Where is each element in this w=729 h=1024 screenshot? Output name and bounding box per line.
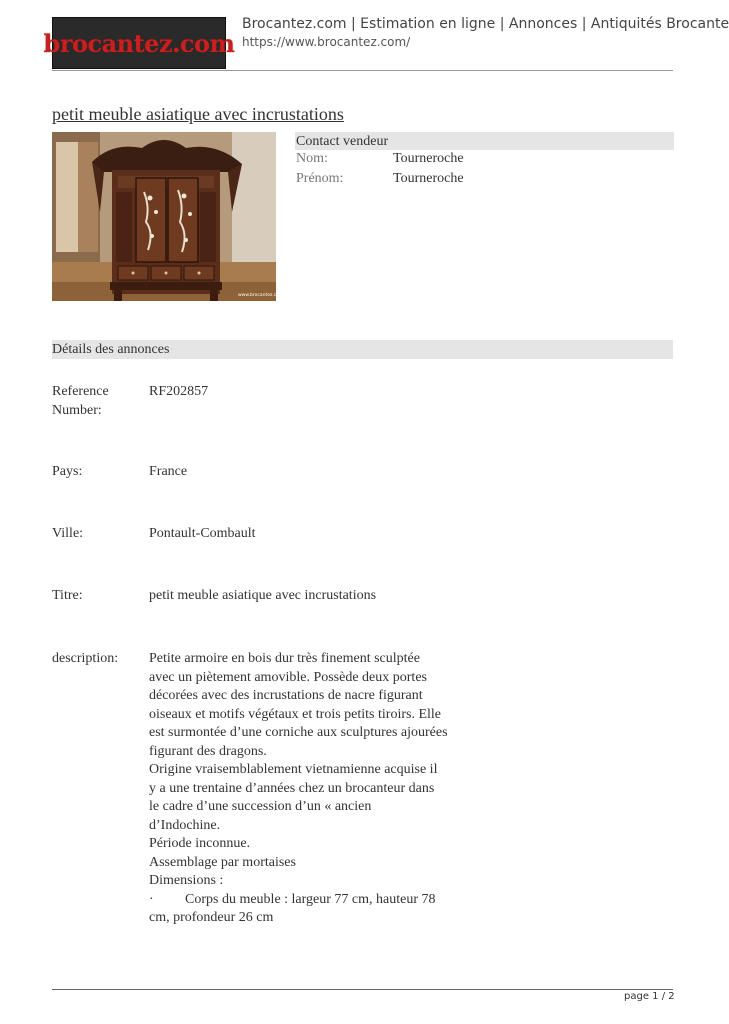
field-label: Reference Number: <box>52 384 109 418</box>
site-logo[interactable] <box>43 17 235 69</box>
contact-label: Prénom: <box>296 171 344 186</box>
photo-watermark: www.brocantez.com <box>238 293 284 298</box>
description-line: décorées avec des incrustations de nacre figurant <box>149 688 423 703</box>
description-line: d’Indochine. <box>149 817 221 833</box>
footer-divider <box>52 989 673 990</box>
contact-heading: Contact vendeur <box>295 132 674 150</box>
description-text <box>149 650 467 928</box>
site-url[interactable]: https://www.brocantez.com/ <box>242 35 411 49</box>
field-label: Pays: <box>52 464 83 479</box>
description-line: est surmontée d’une corniche aux sculptures ajourées <box>149 725 448 740</box>
description-line: figurant des dragons. <box>149 743 267 759</box>
field-label: Ville: <box>52 526 84 541</box>
description-line: Période inconnue. <box>149 836 251 851</box>
field-label: Titre: <box>52 588 83 603</box>
bullet-symbol: · <box>149 891 154 907</box>
field-label: description: <box>52 651 119 666</box>
description-line: cm, profondeur 26 cm <box>149 910 274 925</box>
description-line: oiseaux et motifs végétaux et trois petits tiroirs. Elle <box>149 706 441 722</box>
contact-label: Nom: <box>296 151 328 166</box>
field-value: petit meuble asiatique avec incrustations <box>149 588 377 603</box>
description-bullet <box>149 891 467 910</box>
bullet-text: Corps du meuble : largeur 77 cm, hauteur 78 <box>185 891 436 907</box>
description-line: Origine vraisemblablement vietnamienne acquise il <box>149 762 438 777</box>
page-number: page 1 / 2 <box>624 991 675 1002</box>
contact-value: Tourneroche <box>393 151 464 166</box>
site-title: Brocantez.com | Estimation en ligne | Annonces | Antiquités Brocante <box>242 16 729 32</box>
field-value: France <box>149 464 188 479</box>
field-value: Pontault-Combault <box>149 526 256 541</box>
description-line: avec un piètement amovible. Possède deux portes <box>149 669 427 685</box>
contact-value: Tourneroche <box>393 171 464 186</box>
field-value: RF202857 <box>149 384 209 399</box>
description-line: Petite armoire en bois dur très finement sculptée <box>149 651 420 666</box>
logo-text: brocantez.com <box>43 28 235 58</box>
page-title[interactable]: petit meuble asiatique avec incrustations <box>52 104 344 124</box>
description-line: Dimensions : <box>149 873 224 888</box>
header-divider <box>52 70 673 71</box>
contact-row-prenom <box>296 171 464 187</box>
contact-row-nom <box>296 151 464 167</box>
description-line: y a une trentaine d’années chez un brocanteur dans <box>149 780 435 796</box>
details-heading: Détails des annonces <box>52 340 673 359</box>
product-photo <box>52 132 284 301</box>
description-line: le cadre d’une succession d’un « ancien <box>149 799 372 814</box>
description-line: Assemblage par mortaises <box>149 854 296 870</box>
